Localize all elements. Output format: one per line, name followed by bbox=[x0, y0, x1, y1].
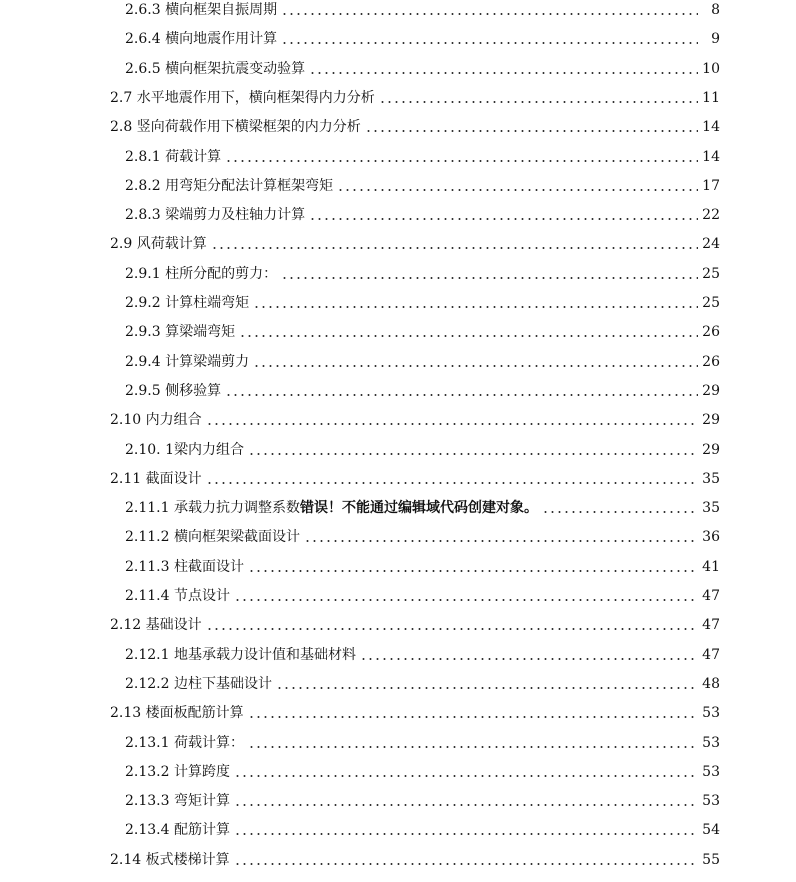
dot-leader bbox=[337, 189, 698, 191]
toc-entry-page-number: 29 bbox=[702, 382, 720, 399]
toc-entry-label: 2.11 截面设计 bbox=[110, 470, 202, 487]
toc-entry-label: 2.14 板式楼梯计算 bbox=[110, 851, 230, 868]
toc-entry-label: 2.11.4 节点设计 bbox=[125, 588, 230, 604]
toc-entry-label: 2.9.4 计算梁端剪力 bbox=[125, 353, 250, 370]
toc-entry-page-number: 26 bbox=[702, 324, 720, 341]
dot-leader bbox=[234, 833, 698, 835]
toc-entry-page-number: 8 bbox=[711, 2, 720, 18]
toc-entry[interactable] bbox=[0, 645, 720, 665]
dot-leader bbox=[206, 482, 698, 484]
toc-entry[interactable] bbox=[0, 469, 720, 489]
toc-entry-page-number: 41 bbox=[702, 558, 720, 575]
toc-entry[interactable] bbox=[0, 293, 720, 313]
dot-leader bbox=[234, 863, 698, 865]
dot-leader bbox=[248, 453, 698, 455]
toc-entry[interactable] bbox=[0, 322, 720, 342]
toc-entry-page-number: 25 bbox=[702, 265, 720, 282]
dot-leader bbox=[206, 628, 698, 630]
toc-entry[interactable] bbox=[0, 791, 720, 811]
toc-entry-label: 2.7 水平地震作用下，横向框架得内力分析 bbox=[110, 89, 375, 106]
toc-entry[interactable] bbox=[0, 762, 720, 782]
toc-entry-label: 2.9 风荷载计算 bbox=[110, 236, 207, 253]
toc-entry[interactable] bbox=[0, 527, 720, 547]
dot-leader bbox=[239, 335, 698, 337]
toc-entry-label: 2.13 楼面板配筋计算 bbox=[110, 705, 244, 722]
dot-leader bbox=[360, 658, 698, 660]
dot-leader bbox=[309, 218, 698, 220]
dot-leader bbox=[234, 804, 698, 806]
toc-entry-page-number: 53 bbox=[702, 734, 720, 751]
toc-entry-label: 2.13.2 计算跨度 bbox=[125, 763, 230, 780]
toc-entry-page-number: 35 bbox=[702, 470, 720, 487]
dot-leader bbox=[206, 423, 698, 425]
toc-entry-page-number: 26 bbox=[702, 353, 720, 370]
toc-entry-label: 2.10 内力组合 bbox=[110, 412, 202, 429]
toc-entry[interactable] bbox=[0, 381, 720, 401]
toc-entry[interactable] bbox=[0, 557, 720, 577]
toc-entry[interactable] bbox=[0, 674, 720, 694]
toc-entry-page-number: 14 bbox=[702, 119, 720, 136]
toc-entry-page-number: 36 bbox=[702, 529, 720, 546]
toc-entry-page-number: 53 bbox=[702, 763, 720, 780]
toc-entry-page-number: 10 bbox=[702, 60, 720, 77]
dot-leader bbox=[234, 775, 698, 777]
toc-entry[interactable] bbox=[0, 615, 720, 635]
toc-entry-label: 2.9.2 计算柱端弯矩 bbox=[125, 295, 250, 311]
toc-entry[interactable] bbox=[0, 0, 720, 20]
dot-leader bbox=[281, 42, 698, 44]
toc-entry-page-number: 9 bbox=[711, 31, 720, 48]
toc-entry[interactable] bbox=[0, 820, 720, 840]
toc-entry-label: 2.9.5 侧移验算 bbox=[125, 382, 222, 399]
toc-entry-label: 2.12.2 边柱下基础设计 bbox=[125, 675, 272, 692]
toc-entry[interactable] bbox=[0, 176, 720, 196]
toc-entry-page-number: 53 bbox=[702, 705, 720, 722]
toc-entry-page-number: 11 bbox=[702, 89, 720, 106]
toc-entry[interactable] bbox=[0, 498, 720, 518]
dot-leader bbox=[248, 716, 698, 718]
toc-entry-page-number: 35 bbox=[702, 500, 720, 517]
toc-entry-label: 2.9.1 柱所分配的剪力： bbox=[125, 265, 278, 282]
toc-entry[interactable] bbox=[0, 147, 720, 167]
toc-entry[interactable] bbox=[0, 850, 720, 870]
toc-entry-label: 2.11.3 柱截面设计 bbox=[125, 558, 244, 575]
toc-entry[interactable] bbox=[0, 733, 720, 753]
toc-entry-page-number: 47 bbox=[702, 588, 720, 604]
toc-entry-page-number: 54 bbox=[702, 822, 720, 839]
toc-entry-label: 2.12.1 地基承载力设计值和基础材料 bbox=[125, 646, 356, 663]
toc-entry-label: 2.11.2 横向框架梁截面设计 bbox=[125, 529, 300, 546]
toc-entry-label: 2.10. 1梁内力组合 bbox=[125, 441, 244, 458]
dot-leader bbox=[253, 365, 698, 367]
dot-leader bbox=[276, 687, 698, 689]
toc-entry-label: 2.8.1 荷载计算 bbox=[125, 148, 222, 165]
toc-entry-page-number: 14 bbox=[702, 148, 720, 165]
toc-entry-label: 2.12 基础设计 bbox=[110, 617, 202, 634]
toc-entry[interactable] bbox=[0, 88, 720, 108]
dot-leader bbox=[211, 247, 698, 249]
toc-entry-page-number: 29 bbox=[702, 441, 720, 458]
toc-entry-page-number: 53 bbox=[702, 793, 720, 810]
dot-leader bbox=[379, 101, 698, 103]
toc-entry-label: 2.6.5 横向框架抗震变动验算 bbox=[125, 60, 306, 77]
dot-leader bbox=[225, 394, 698, 396]
toc-entry-page-number: 29 bbox=[702, 412, 720, 429]
toc-entry-label: 2.9.3 算梁端弯矩 bbox=[125, 324, 236, 341]
dot-leader bbox=[281, 277, 698, 279]
dot-leader bbox=[309, 72, 698, 74]
toc-entry[interactable] bbox=[0, 264, 720, 284]
dot-leader bbox=[234, 599, 698, 601]
toc-entry-page-number: 47 bbox=[702, 617, 720, 634]
toc-entry[interactable] bbox=[0, 59, 720, 79]
toc-entry-page-number: 17 bbox=[702, 177, 720, 194]
toc-entry-label: 2.8.3 梁端剪力及柱轴力计算 bbox=[125, 207, 306, 224]
toc-entry-label: 2.13.1 荷载计算： bbox=[125, 734, 244, 751]
toc-entry-page-number: 25 bbox=[702, 295, 720, 311]
toc-entry-error-text: 错误！不能通过编辑域代码创建对象。 bbox=[299, 500, 538, 517]
toc-entry[interactable] bbox=[0, 234, 720, 254]
dot-leader bbox=[248, 570, 698, 572]
toc-entry-label: 2.11.1 承载力抗力调整系数 bbox=[125, 500, 300, 517]
toc-entry-label: 2.6.3 横向框架自振周期 bbox=[125, 2, 278, 18]
toc-entry[interactable] bbox=[0, 352, 720, 372]
toc-entry[interactable] bbox=[0, 410, 720, 430]
dot-leader bbox=[304, 540, 698, 542]
toc-entry[interactable] bbox=[0, 117, 720, 137]
toc-entry[interactable] bbox=[0, 586, 720, 606]
dot-leader bbox=[542, 511, 698, 513]
toc-entry-page-number: 48 bbox=[702, 675, 720, 692]
toc-entry-page-number: 47 bbox=[702, 646, 720, 663]
toc-entry-label: 2.13.4 配筋计算 bbox=[125, 822, 230, 839]
dot-leader bbox=[225, 160, 698, 162]
toc-entry[interactable] bbox=[0, 205, 720, 225]
toc-entry[interactable] bbox=[0, 703, 720, 723]
dot-leader bbox=[281, 13, 698, 15]
toc-entry-page-number: 55 bbox=[702, 851, 720, 868]
toc-entry-label: 2.6.4 横向地震作用计算 bbox=[125, 31, 278, 48]
toc-entry-label: 2.13.3 弯矩计算 bbox=[125, 793, 230, 810]
dot-leader bbox=[365, 130, 698, 132]
toc-entry[interactable] bbox=[0, 440, 720, 460]
toc-entry-page-number: 22 bbox=[702, 207, 720, 224]
dot-leader bbox=[248, 746, 698, 748]
dot-leader bbox=[253, 306, 698, 308]
toc-entry-page-number: 24 bbox=[702, 236, 720, 253]
toc-entry[interactable] bbox=[0, 29, 720, 49]
toc-entry-label: 2.8.2 用弯矩分配法计算框架弯矩 bbox=[125, 177, 334, 194]
toc-entry-label: 2.8 竖向荷载作用下横梁框架的内力分析 bbox=[110, 119, 361, 136]
